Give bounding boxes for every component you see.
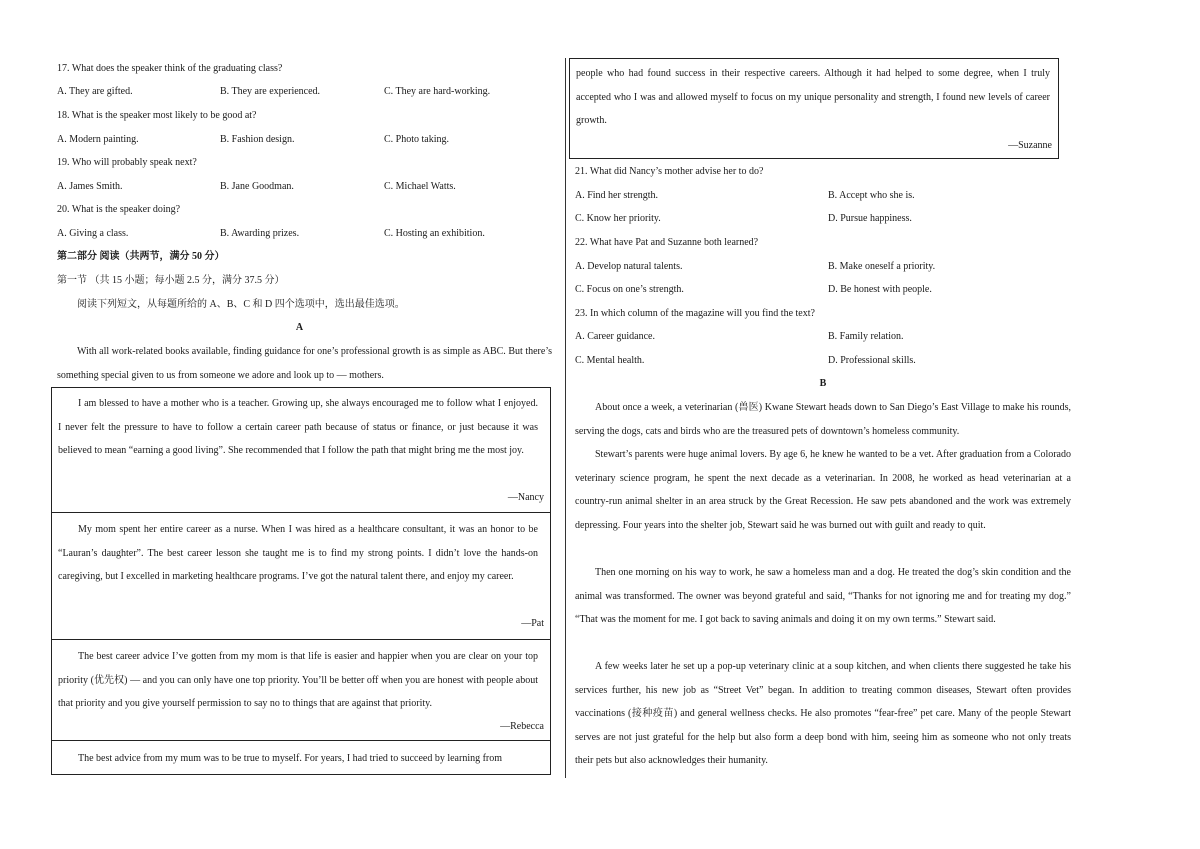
passage-a-intro: With all work-related books available, finding guidance for one’s professional growth is as simple as ABC. But there’s something special given to us from someone we adore and look up to — mothers.: [57, 346, 552, 381]
passage-b-label: B: [819, 378, 827, 389]
q20-option-b: B. Awarding prizes.: [220, 228, 300, 239]
q23-option-d: D. Professional skills.: [828, 355, 916, 366]
q22-option-a: A. Develop natural talents.: [575, 261, 683, 272]
q18-option-c: C. Photo taking.: [384, 134, 450, 145]
question-17: 17. What does the speaker think of the graduating class?: [57, 63, 283, 74]
passage-b-paragraph-2: Stewart’s parents were huge animal lovers. By age 6, he knew he wanted to be a vet. After graduation from a Colorado veterinary science program, he spent the next decade as a veterinarian. In 2008, he worked as head veterinarian at a country-run animal shelter in an area struck by the Great Recession. He saw pets abandoned and the work was extremely depressing. Four years into the shelter job, Stewart said he was burned out with guilt and ready to quit.: [575, 449, 1071, 531]
q18-option-b: B. Fashion design.: [220, 134, 295, 145]
question-23: 23. In which column of the magazine will you find the text?: [575, 308, 815, 319]
separator: [52, 639, 550, 640]
testimonial-continuation-box: [569, 58, 1059, 159]
q18-option-a: A. Modern painting.: [57, 134, 139, 145]
testimonial-nancy: I am blessed to have a mother who is a teacher. Growing up, she always encouraged me to follow what I enjoyed. I never felt the pressure to have to follow a certain career path because of status or finance, or just because it was believed to mean “earning a good living”. She recommended that I follow the path that might bring me the most joy.: [58, 398, 538, 457]
q21-option-c: C. Know her priority.: [575, 213, 661, 224]
q19-option-b: B. Jane Goodman.: [220, 181, 294, 192]
section-heading: 第一节 （共 15 小题；每小题 2.5 分，满分 37.5 分）: [57, 275, 285, 286]
testimonials-box: [51, 387, 551, 775]
column-divider: [565, 58, 566, 778]
passage-b-paragraph-4: A few weeks later he set up a pop-up veterinary clinic at a soup kitchen, and when clients there suggested he take his services further, his new job as “Street Vet” began. In addition to treating common diseases, Stewart often provides vaccinations (接种疫苗) and general wellness checks. He also promotes “fear-free” pet care. Many of the people Stewart serves are not just grateful for the help but also form a deep bond with him, seeing him as someone who not only treats their pets but also acknowledges their humanity.: [575, 661, 1071, 767]
q20-option-c: C. Hosting an exhibition.: [384, 228, 485, 239]
q19-option-a: A. James Smith.: [57, 181, 123, 192]
question-20: 20. What is the speaker doing?: [57, 204, 181, 215]
instruction: 阅读下列短文，从每题所给的 A、B、C 和 D 四个选项中，选出最佳选项。: [77, 299, 405, 310]
q21-option-d: D. Pursue happiness.: [828, 213, 912, 224]
signature-nancy: —Nancy: [507, 492, 544, 503]
q21-option-b: B. Accept who she is.: [828, 190, 915, 201]
separator: [52, 512, 550, 513]
testimonial-rebecca: The best career advice I’ve gotten from my mom is that life is easier and happier when you are clear on your top priority (优先权) — and you can only have one top priority. You’ll be better off when you are honest with people about that priority and you give yourself permission to say no to things that are against that priority.: [58, 651, 538, 710]
q17-option-c: C. They are hard-working.: [384, 86, 491, 97]
q22-option-c: C. Focus on one’s strength.: [575, 284, 684, 295]
q23-option-b: B. Family relation.: [828, 331, 904, 342]
passage-b-paragraph-1: About once a week, a veterinarian (兽医) Kwane Stewart heads down to San Diego’s East Village to make his rounds, serving the dogs, cats and birds who are the treasured pets of downtown’s homeless community.: [575, 402, 1071, 437]
q22-option-d: D. Be honest with people.: [828, 284, 932, 295]
passage-a-label: A: [295, 322, 304, 333]
q22-option-b: B. Make oneself a priority.: [828, 261, 936, 272]
q17-option-b: B. They are experienced.: [220, 86, 321, 97]
question-22: 22. What have Pat and Suzanne both learned?: [575, 237, 759, 248]
q23-option-c: C. Mental health.: [575, 355, 645, 366]
separator: [52, 740, 550, 741]
q20-option-a: A. Giving a class.: [57, 228, 129, 239]
testimonial-pat: My mom spent her entire career as a nurse. When I was hired as a healthcare consultant, it was an honor to be “Lauran’s daughter”. The best career lesson she taught me is to find my strong points. I didn’t love the hands-on caregiving, but I excelled in marketing healthcare programs. I’ve got the natural talent there, and enjoy my career.: [58, 524, 538, 583]
q21-option-a: A. Find her strength.: [575, 190, 659, 201]
question-18: 18. What is the speaker most likely to be good at?: [57, 110, 257, 121]
passage-b-paragraph-3: Then one morning on his way to work, he saw a homeless man and a dog. He treated the dog’s skin condition and the animal was transformed. The owner was beyond grateful and said, “Thanks for not ignoring me and for treating my dog.” “That was the moment for me. I got back to saving animals and doing it on my own terms.” Stewart said.: [575, 567, 1071, 626]
question-21: 21. What did Nancy’s mother advise her to do?: [575, 166, 764, 177]
q17-option-a: A. They are gifted.: [57, 86, 133, 97]
signature-pat: —Pat: [521, 618, 544, 629]
testimonial-suzanne-end: people who had found success in their respective careers. Although it had helped to some degree, when I truly accepted who I was and allowed myself to focus on my unique personality and strength, I found new levels of career growth.: [576, 68, 1050, 127]
part-heading: 第二部分 阅读（共两节，满分 50 分）: [57, 251, 225, 262]
testimonial-suzanne-start: The best advice from my mum was to be true to myself. For years, I had tried to succeed by learning from: [78, 753, 503, 764]
q23-option-a: A. Career guidance.: [575, 331, 655, 342]
signature-suzanne: —Suzanne: [1008, 140, 1052, 151]
signature-rebecca: —Rebecca: [500, 721, 544, 732]
q19-option-c: C. Michael Watts.: [384, 181, 456, 192]
question-19: 19. Who will probably speak next?: [57, 157, 197, 168]
